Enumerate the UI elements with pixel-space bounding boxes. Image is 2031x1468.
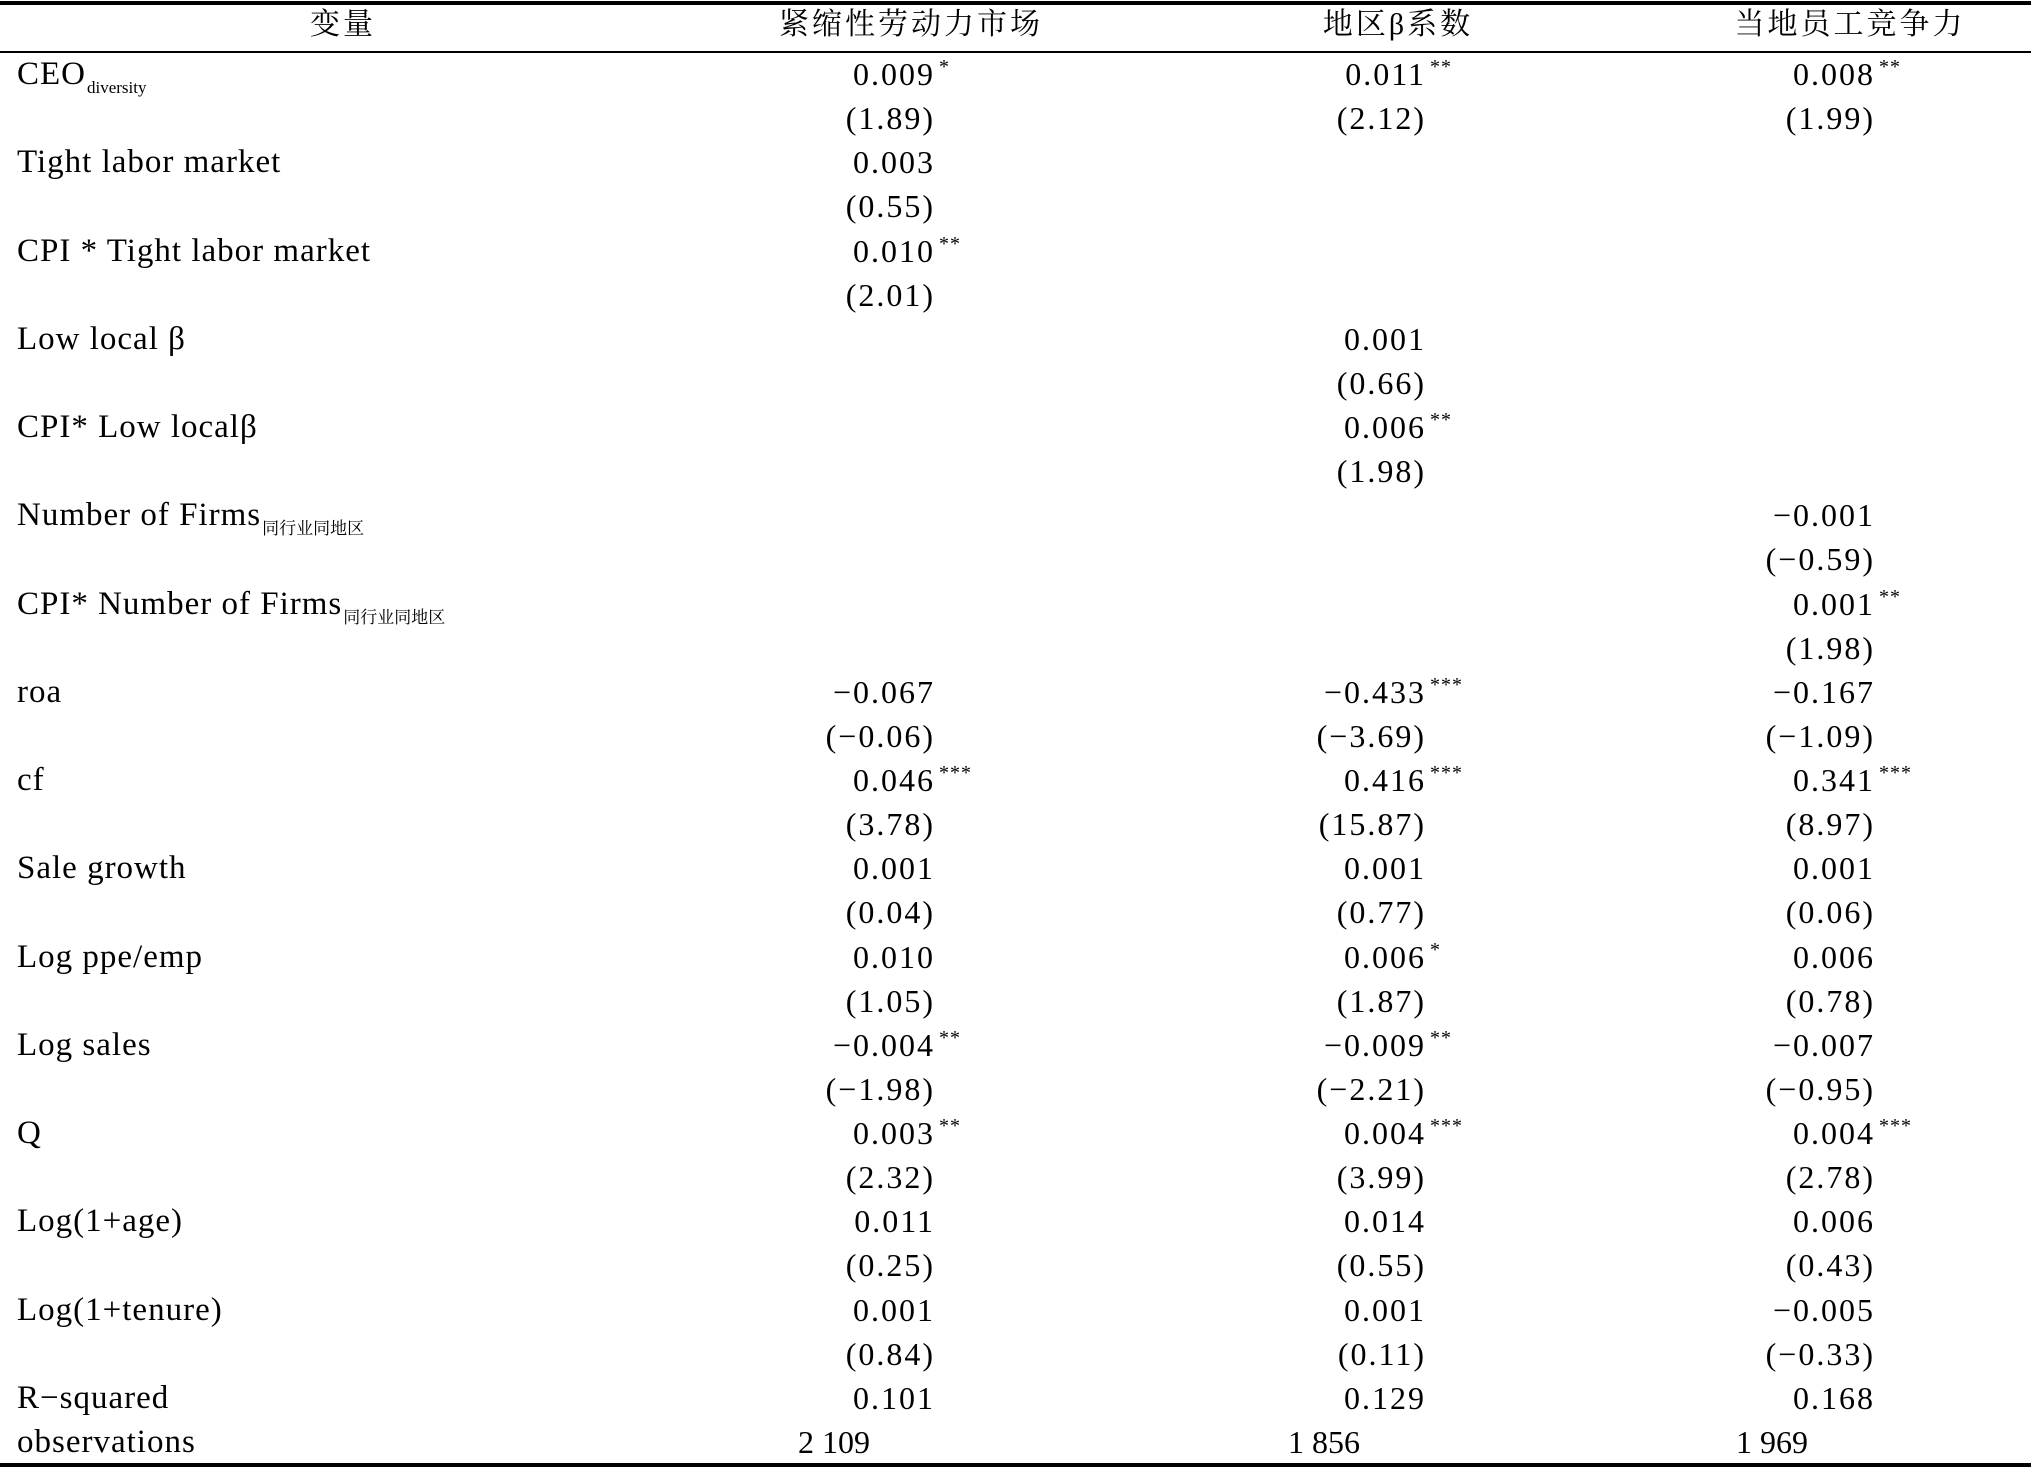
r-squared-value: 0.168 [1793, 1379, 1875, 1416]
coefficient-value: 0.010 [853, 938, 935, 975]
table-row [0, 846, 2031, 890]
t-statistic-cell: (−0.06) [825, 717, 935, 754]
observations-row [0, 1420, 2031, 1464]
variable-label-text: Log sales [17, 1026, 152, 1063]
coefficient-cell [853, 140, 935, 184]
t-statistic-cell: (0.11) [1337, 1335, 1426, 1372]
variable-label [17, 758, 45, 802]
coefficient-value: 0.416 [1344, 762, 1426, 798]
t-statistic-cell: (2.32) [845, 1159, 935, 1196]
variable-label-subscript: diversity [87, 78, 147, 97]
coefficient-cell [1344, 1288, 1426, 1332]
variable-label-text: Log(1+age) [17, 1203, 184, 1240]
observations-value: 2 109 [798, 1423, 870, 1460]
coefficient-value: 0.001 [853, 850, 935, 887]
coefficient-value: −0.167 [1772, 673, 1875, 710]
t-statistic-cell: (1.89) [845, 100, 935, 137]
t-statistic-cell: (1.98) [1785, 629, 1875, 666]
t-statistic-row [0, 626, 2031, 670]
coefficient-value: 0.001 [1344, 320, 1426, 357]
t-statistic-cell: (0.84) [845, 1335, 935, 1372]
table-row [0, 1023, 2031, 1067]
coefficient-value: 0.008 [1793, 56, 1875, 92]
variable-label [17, 670, 62, 714]
coefficient-value: 0.341 [1793, 762, 1875, 798]
coefficient-value: −0.433 [1323, 673, 1426, 710]
coefficient-cell [1793, 935, 1875, 979]
coefficient-value: 0.003 [853, 1115, 935, 1151]
coefficient-cell [853, 758, 972, 802]
significance-stars: ** [1430, 409, 1452, 431]
coefficient-cell [832, 1023, 961, 1067]
t-statistic-row [0, 537, 2031, 581]
coefficient-value: 0.001 [1344, 850, 1426, 887]
t-statistic-cell: (0.78) [1785, 982, 1875, 1019]
coefficient-value: −0.005 [1772, 1291, 1875, 1328]
coefficient-value: 0.003 [853, 144, 935, 181]
significance-stars: ** [1430, 1026, 1452, 1049]
header-local-beta: 地区β系数 [1322, 8, 1474, 41]
coefficient-value: 0.011 [1345, 56, 1426, 92]
observations-value: 1 856 [1288, 1423, 1360, 1460]
t-statistic-cell: (−1.98) [825, 1070, 935, 1107]
variable-label-text: R−squared [17, 1379, 170, 1416]
t-statistic-cell: (−0.95) [1765, 1070, 1875, 1107]
significance-stars: *** [1430, 762, 1463, 784]
coefficient-cell [833, 670, 935, 714]
variable-label [17, 1376, 169, 1420]
coefficient-value: 0.009 [853, 56, 935, 92]
variable-label [17, 317, 186, 361]
variable-label-text: Log ppe/emp [17, 938, 204, 975]
coefficient-value: −0.067 [832, 673, 935, 710]
observations-value: 1 969 [1736, 1423, 1808, 1460]
t-statistic-cell: (0.04) [845, 894, 935, 931]
header-variable: 变量 [310, 8, 376, 41]
t-statistic-row [0, 361, 2031, 405]
t-statistic-row [0, 1243, 2031, 1287]
variable-label-text: Tight labor market [17, 144, 282, 181]
coefficient-cell [1793, 52, 1901, 96]
table-row [0, 229, 2031, 273]
coefficient-value: −0.009 [1323, 1026, 1426, 1063]
coefficient-cell [1793, 758, 1912, 802]
coefficient-cell [853, 1288, 935, 1332]
t-statistic-cell: (0.25) [845, 1247, 935, 1284]
coefficient-cell [854, 1199, 935, 1243]
table-row [0, 493, 2031, 537]
coefficient-value: 0.006 [1793, 938, 1875, 975]
t-statistic-row [0, 184, 2031, 228]
t-statistic-cell: (1.87) [1336, 982, 1426, 1019]
coefficient-value: 0.004 [1344, 1115, 1426, 1151]
r-squared-row [0, 1376, 2031, 1420]
t-statistic-cell: (0.55) [845, 188, 935, 225]
t-statistic-row [0, 449, 2031, 493]
coefficient-cell [1793, 846, 1875, 890]
variable-label [17, 405, 258, 449]
coefficient-cell [1773, 1288, 1875, 1332]
coefficient-value: 0.014 [1344, 1203, 1426, 1240]
table-row [0, 1288, 2031, 1332]
t-statistic-row [0, 1155, 2031, 1199]
variable-label [17, 1023, 152, 1067]
t-statistic-cell: (1.98) [1336, 453, 1426, 490]
coefficient-cell [1344, 1199, 1426, 1243]
significance-stars: *** [1430, 1115, 1463, 1137]
significance-stars: *** [939, 762, 972, 784]
coefficient-cell [1344, 758, 1463, 802]
table-row [0, 140, 2031, 184]
t-statistic-cell: (−0.33) [1765, 1335, 1875, 1372]
t-statistic-cell: (8.97) [1785, 806, 1875, 843]
coefficient-cell [853, 846, 935, 890]
coefficient-cell [1344, 1111, 1463, 1155]
t-statistic-cell: (0.66) [1336, 364, 1426, 401]
t-statistic-cell: (2.78) [1785, 1159, 1875, 1196]
t-statistic-row [0, 273, 2031, 317]
t-statistic-cell: (2.01) [845, 276, 935, 313]
coefficient-cell [1773, 1023, 1875, 1067]
coefficient-cell [1773, 670, 1875, 714]
significance-stars: *** [1430, 673, 1463, 696]
table-row [0, 582, 2031, 626]
t-statistic-row [0, 979, 2031, 1023]
coefficient-value: −0.007 [1772, 1026, 1875, 1063]
coefficient-value: 0.001 [1344, 1291, 1426, 1328]
t-statistic-row [0, 1067, 2031, 1111]
variable-label-text: Sale growth [17, 850, 187, 887]
coefficient-cell [1323, 1023, 1452, 1067]
coefficient-value: 0.011 [854, 1203, 935, 1240]
coefficient-value: −0.004 [832, 1026, 935, 1063]
variable-label-subscript: 同行业同地区 [343, 607, 446, 627]
coefficient-cell [1345, 52, 1452, 96]
variable-label [17, 1420, 196, 1464]
t-statistic-cell: (0.77) [1336, 894, 1426, 931]
t-statistic-cell: (−3.69) [1316, 717, 1426, 754]
coefficient-value: 0.004 [1793, 1115, 1875, 1151]
t-statistic-cell: (3.78) [845, 806, 935, 843]
variable-label-text: CPI* Number of Firms [17, 585, 343, 622]
significance-stars: ** [939, 232, 961, 255]
variable-label [17, 846, 187, 890]
variable-label [17, 493, 364, 537]
coefficient-value: 0.006 [1344, 409, 1426, 445]
t-statistic-row [0, 714, 2031, 758]
variable-label-text: observations [17, 1423, 196, 1460]
t-statistic-cell: (−1.09) [1765, 717, 1875, 754]
table-row [0, 52, 2031, 96]
coefficient-cell [853, 1111, 961, 1155]
variable-label-text: roa [17, 673, 63, 710]
coefficient-cell [1344, 935, 1441, 979]
header-local-employee-competitiveness: 当地员工竞争力 [1734, 8, 1966, 41]
coefficient-cell [1773, 493, 1875, 537]
variable-label-text: Q [17, 1115, 42, 1151]
r-squared-value: 0.101 [853, 1379, 935, 1416]
coefficient-value: 0.001 [853, 1291, 935, 1328]
variable-label [17, 140, 281, 184]
t-statistic-cell: (−2.21) [1316, 1070, 1426, 1107]
table-row [0, 317, 2031, 361]
t-statistic-cell: (0.06) [1785, 894, 1875, 931]
coefficient-cell [1793, 1199, 1875, 1243]
coefficient-value: 0.001 [1793, 850, 1875, 887]
coefficient-value: 0.006 [1344, 938, 1426, 975]
r-squared-value: 0.129 [1344, 1379, 1426, 1416]
significance-stars: *** [1879, 762, 1912, 784]
variable-label-text: cf [17, 762, 45, 798]
variable-label [17, 52, 147, 96]
significance-stars: *** [1879, 1115, 1912, 1137]
variable-label-text: Log(1+tenure) [17, 1291, 223, 1328]
variable-label-text: CPI * Tight labor market [17, 232, 372, 269]
table-row [0, 1111, 2031, 1155]
table-row [0, 405, 2031, 449]
significance-stars: * [939, 56, 950, 78]
significance-stars: ** [939, 1026, 961, 1049]
coefficient-cell [853, 52, 950, 96]
variable-label [17, 229, 371, 273]
coefficient-cell [1344, 405, 1452, 449]
t-statistic-cell: (3.99) [1336, 1159, 1426, 1196]
table-body [0, 52, 2031, 1464]
coefficient-value: 0.010 [853, 232, 935, 269]
table-row [0, 670, 2031, 714]
coefficient-cell [1793, 582, 1901, 626]
variable-label [17, 1111, 42, 1155]
coefficient-cell [853, 229, 961, 273]
significance-stars: ** [939, 1115, 961, 1137]
significance-stars: ** [1879, 56, 1901, 78]
t-statistic-row [0, 890, 2031, 934]
table-row [0, 1199, 2031, 1243]
coefficient-value: −0.001 [1772, 497, 1875, 534]
t-statistic-cell: (1.99) [1785, 100, 1875, 137]
variable-label-text: CPI* Low localβ [17, 409, 258, 445]
t-statistic-row [0, 802, 2031, 846]
t-statistic-cell: (0.43) [1785, 1247, 1875, 1284]
significance-stars: ** [1879, 585, 1901, 608]
coefficient-cell [853, 935, 935, 979]
t-statistic-row [0, 96, 2031, 140]
table-row [0, 758, 2031, 802]
variable-label-text: Number of Firms [17, 497, 262, 534]
coefficient-cell [1323, 670, 1463, 714]
coefficient-value: 0.001 [1793, 585, 1875, 622]
variable-label-text: Low local β [17, 320, 186, 357]
t-statistic-cell: (0.55) [1336, 1247, 1426, 1284]
header-tight-labor-market: 紧缩性劳动力市场 [779, 8, 1043, 41]
t-statistic-cell: (1.05) [845, 982, 935, 1019]
variable-label [17, 1199, 183, 1243]
variable-label [17, 582, 445, 626]
variable-label [17, 1288, 223, 1332]
t-statistic-cell: (15.87) [1318, 806, 1426, 843]
significance-stars: ** [1430, 56, 1452, 78]
variable-label-text: CEO [17, 56, 86, 92]
bottom-rule [0, 1463, 2031, 1467]
coefficient-cell [1793, 1111, 1912, 1155]
variable-label-subscript: 同行业同地区 [262, 519, 365, 539]
coefficient-value: 0.046 [853, 762, 935, 798]
t-statistic-row [0, 1332, 2031, 1376]
t-statistic-cell: (2.12) [1336, 100, 1426, 137]
variable-label [17, 935, 203, 979]
table-row [0, 935, 2031, 979]
significance-stars: * [1430, 938, 1441, 961]
t-statistic-cell: (−0.59) [1765, 541, 1875, 578]
coefficient-value: 0.006 [1793, 1203, 1875, 1240]
coefficient-cell [1344, 317, 1426, 361]
coefficient-cell [1344, 846, 1426, 890]
